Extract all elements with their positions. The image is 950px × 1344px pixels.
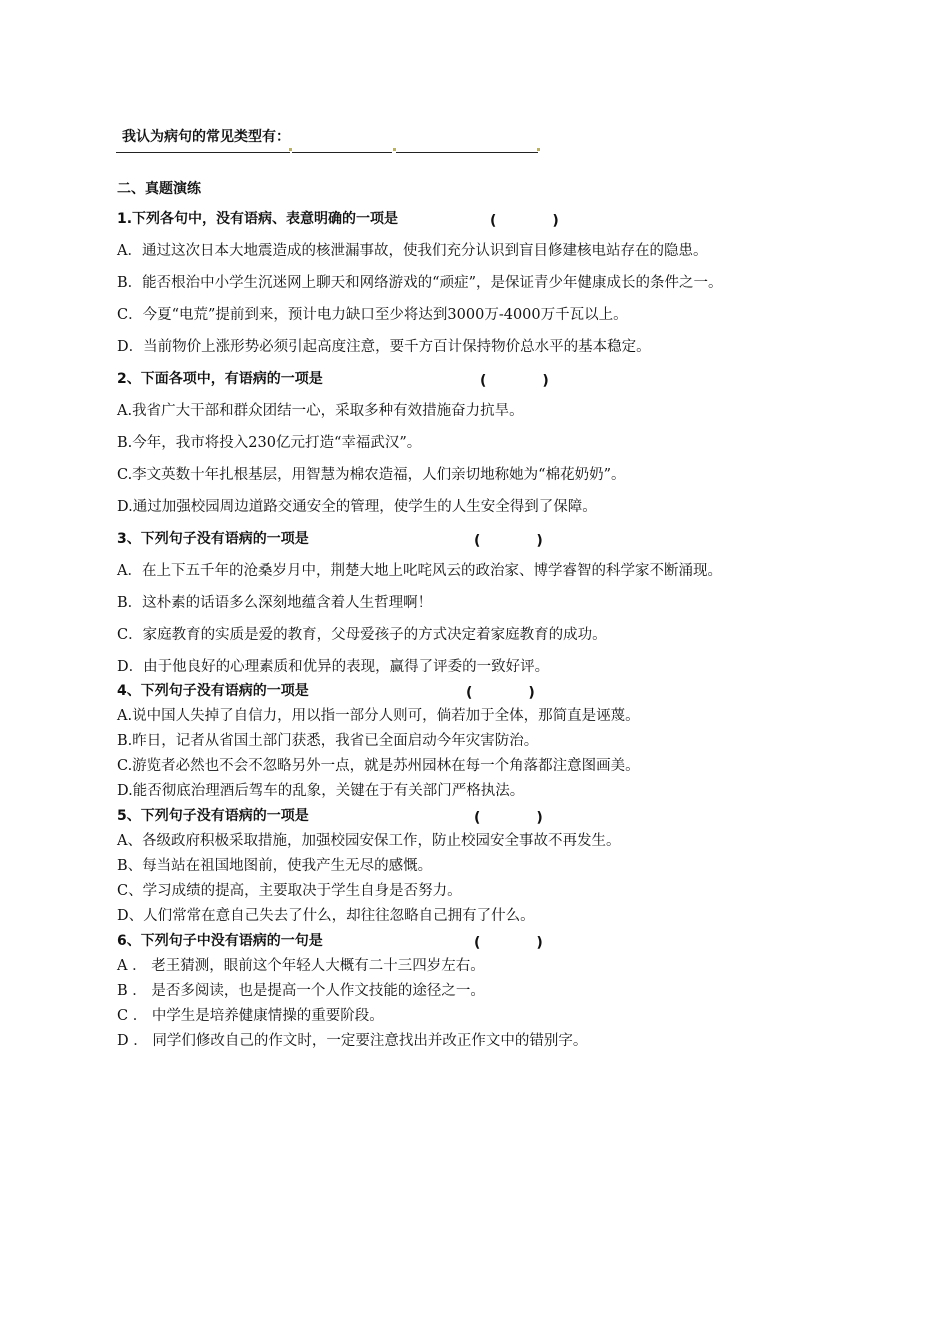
question-3-answer-paren[interactable]: ( ) (474, 533, 543, 549)
question-5-option-b: B、每当站在祖国地图前，使我产生无尽的感慨。 (117, 858, 433, 874)
blank-marker (537, 148, 540, 151)
question-3-stem: 3、下列句子没有语病的一项是 (117, 531, 309, 547)
question-5-answer-paren[interactable]: ( ) (474, 810, 543, 826)
question-2-option-b: B.今年，我市将投入230亿元打造“幸福武汉”。 (117, 435, 422, 451)
question-3-option-a: A．在上下五千年的沧桑岁月中，荆楚大地上叱咤风云的政治家、博学睿智的科学家不断涌现。 (117, 563, 722, 579)
question-2-answer-paren[interactable]: ( ) (480, 373, 549, 389)
question-5-option-c: C、学习成绩的提高，主要取决于学生自身是否努力。 (117, 883, 462, 899)
question-3-option-c: C．家庭教育的实质是爱的教育，父母爱孩子的方式决定着家庭教育的成功。 (117, 627, 607, 643)
question-1-option-d: D．当前物价上涨形势必须引起高度注意，要千方百计保持物价总水平的基本稳定。 (117, 339, 651, 355)
question-2-option-a: A.我省广大干部和群众团结一心，采取多种有效措施奋力抗旱。 (117, 403, 524, 419)
question-2-option-d: D.通过加强校园周边道路交通安全的管理，使学生的人生安全得到了保障。 (117, 499, 597, 515)
question-6-option-a: A ． 老王猜测，眼前这个年轻人大概有二十三四岁左右。 (117, 958, 485, 974)
question-3-option-b: B．这朴素的话语多么深刻地蕴含着人生哲理啊！ (117, 595, 433, 611)
question-4-option-a: A.说中国人失掉了自信力，用以指一部分人则可，倘若加于全体，那简直是诬蔑。 (117, 708, 640, 724)
question-5-option-a: A、各级政府积极采取措施，加强校园安保工作，防止校园安全事故不再发生。 (117, 833, 621, 849)
question-2-option-c: C.李文英数十年扎根基层，用智慧为棉农造福，人们亲切地称她为“棉花奶奶”。 (117, 467, 626, 483)
question-6-answer-paren[interactable]: ( ) (474, 935, 543, 951)
answer-blank-2[interactable] (292, 152, 392, 153)
question-4-answer-paren[interactable]: ( ) (466, 685, 535, 701)
question-6-option-c: C ． 中学生是培养健康情操的重要阶段。 (117, 1008, 384, 1024)
question-6-option-b: B ． 是否多阅读，也是提高一个人作文技能的途径之一。 (117, 983, 485, 999)
question-2-stem: 2、下面各项中，有语病的一项是 (117, 371, 323, 387)
question-4-option-c: C.游览者必然也不会不忽略另外一点，就是苏州园林在每一个角落都注意图画美。 (117, 758, 640, 774)
question-3-option-d: D．由于他良好的心理素质和优异的表现，赢得了评委的一致好评。 (117, 659, 550, 675)
question-1-stem: 1.下列各句中，没有语病、表意明确的一项是 (117, 211, 399, 227)
blank-marker (393, 148, 396, 151)
question-4-option-d: D.能否彻底治理酒后驾车的乱象，关键在于有关部门严格执法。 (117, 783, 525, 799)
question-5-option-d: D、人们常常在意自己失去了什么，却往往忽略自己拥有了什么。 (117, 908, 535, 924)
section-title: 二、真题演练 (117, 181, 201, 197)
question-4-option-b: B.昨日，记者从省国土部门获悉，我省已全面启动今年灾害防治。 (117, 733, 539, 749)
intro-label: 我认为病句的常见类型有： (122, 129, 290, 145)
question-6-option-d: D ． 同学们修改自己的作文时，一定要注意找出并改正作文中的错别字。 (117, 1033, 588, 1049)
question-1-option-a: A．通过这次日本大地震造成的核泄漏事故，使我们充分认识到盲目修建核电站存在的隐患。 (117, 243, 708, 259)
question-1-answer-paren[interactable]: ( ) (490, 213, 559, 229)
question-1-option-c: C．今夏“电荒”提前到来，预计电力缺口至少将达到3000万-4000万千瓦以上。 (117, 307, 628, 323)
answer-blank-3[interactable] (396, 152, 538, 153)
question-4-stem: 4、下列句子没有语病的一项是 (117, 683, 309, 699)
blank-marker (289, 148, 292, 151)
question-1-option-b: B．能否根治中小学生沉迷网上聊天和网络游戏的“顽症”，是保证青少年健康成长的条件之一。 (117, 275, 723, 291)
answer-blank-1[interactable] (116, 152, 290, 153)
question-5-stem: 5、下列句子没有语病的一项是 (117, 808, 309, 824)
question-6-stem: 6、下列句子中没有语病的一句是 (117, 933, 323, 949)
